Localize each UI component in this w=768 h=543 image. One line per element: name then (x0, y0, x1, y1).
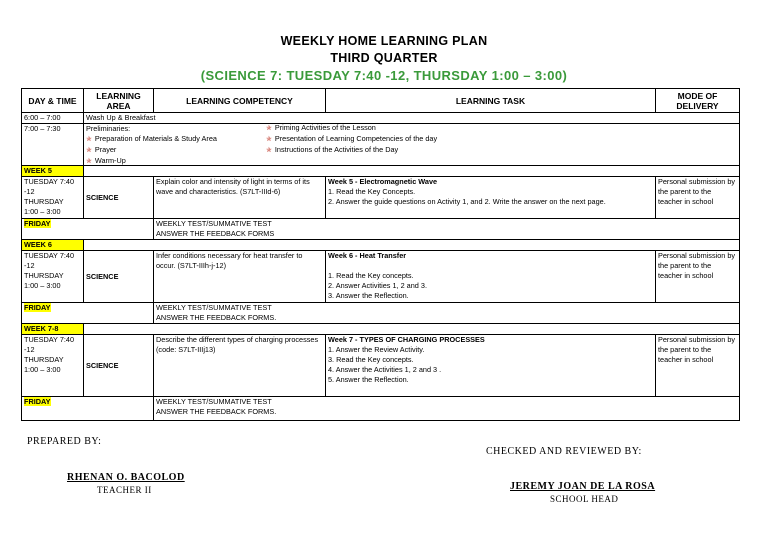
table-row (22, 177, 740, 219)
learning-area-cell: SCIENCE (84, 335, 154, 397)
list-item: ✯ Prayer (86, 145, 117, 154)
delivery-cell: Personal submission by the parent to the teacher in school (656, 335, 740, 397)
competency-cell: Infer conditions necessary for heat transfer to occur. (S7LT-IIIh-j-12) (154, 251, 326, 303)
week-label: WEEK 5 (22, 166, 84, 177)
col-task: LEARNING TASK (326, 89, 656, 113)
day-time-cell: TUESDAY 7:40 -12 THURSDAY 1:00 – 3:00 (22, 335, 84, 397)
table-header-row (22, 89, 740, 113)
list-item: ✯ Instructions of the Activities of the Day (266, 145, 399, 154)
day-time-cell: TUESDAY 7:40 -12 THURSDAY 1:00 – 3:00 (22, 177, 84, 219)
preliminaries-row (22, 124, 740, 166)
learning-area-cell: SCIENCE (84, 177, 154, 219)
prepared-by-name: RHENAN O. BACOLOD (67, 472, 185, 483)
competency-cell: Explain color and intensity of light in terms of its wave and characteristics. (S7LT-IIId-6) (154, 177, 326, 219)
prelim-time: 7:00 – 7:30 (22, 124, 84, 166)
week-label: WEEK 7-8 (22, 324, 84, 335)
col-learning-area: LEARNING AREA (84, 89, 154, 113)
friday-activity: WEEKLY TEST/SUMMATIVE TEST ANSWER THE FEEDBACK FORMS (154, 219, 740, 240)
task-cell: Week 5 - Electromagnetic Wave 1. Read the Key Concepts. 2. Answer the guide questions on Activity 1, and 2. Write the answer on the next page. (326, 177, 656, 219)
list-item: ✯ Warm-Up (86, 156, 126, 165)
week-row (22, 324, 740, 335)
routine-row (22, 113, 740, 124)
subject-schedule: (SCIENCE 7: TUESDAY 7:40 -12, THURSDAY 1:00 – 3:00) (200, 68, 568, 83)
table-row (22, 335, 740, 397)
arrow-bullet-icon: ✯ (86, 147, 92, 154)
day-time-cell: TUESDAY 7:40 -12 THURSDAY 1:00 – 3:00 (22, 251, 84, 303)
arrow-bullet-icon: ✯ (266, 147, 272, 154)
arrow-bullet-icon: ✯ (86, 136, 92, 143)
arrow-bullet-icon: ✯ (86, 158, 92, 165)
friday-row (22, 219, 740, 240)
competency-cell: Describe the different types of charging processes (code: S7LT-IIIj13) (154, 335, 326, 397)
friday-cell: FRIDAY (22, 303, 154, 324)
week-label: WEEK 6 (22, 240, 84, 251)
table-row (22, 251, 740, 303)
friday-row (22, 303, 740, 324)
friday-cell: FRIDAY (22, 219, 154, 240)
routine-activity: Wash Up & Breakfast (84, 113, 740, 124)
col-day-time: DAY & TIME (22, 89, 84, 113)
plan-title: WEEKLY HOME LEARNING PLAN (280, 34, 488, 48)
learning-area-cell: SCIENCE (84, 251, 154, 303)
task-cell: Week 7 - TYPES OF CHARGING PROCESSES 1. Answer the Review Activity. 3. Read the Key concepts. 4. Answer the Activities 1, 2 and 3 . 5. Answer the Reflection. (326, 335, 656, 397)
quarter-title: THIRD QUARTER (330, 51, 438, 65)
list-item: ✯ Presentation of Learning Competencies of the day (266, 134, 438, 143)
delivery-cell: Personal submission by the parent to the teacher in school (656, 177, 740, 219)
routine-time: 6:00 – 7:00 (22, 113, 84, 124)
checked-by-name: JEREMY JOAN DE LA ROSA (510, 481, 656, 492)
friday-activity: WEEKLY TEST/SUMMATIVE TEST ANSWER THE FEEDBACK FORMS. (154, 397, 740, 421)
preliminaries-cell (84, 124, 740, 166)
col-delivery: MODE OF DELIVERY (656, 89, 740, 113)
delivery-cell: Personal submission by the parent to the teacher in school (656, 251, 740, 303)
friday-activity: WEEKLY TEST/SUMMATIVE TEST ANSWER THE FEEDBACK FORMS. (154, 303, 740, 324)
list-item: ✯ Preparation of Materials & Study Area (86, 134, 217, 143)
col-competency: LEARNING COMPETENCY (154, 89, 326, 113)
checked-by-role: SCHOOL HEAD (550, 494, 619, 504)
week-row (22, 240, 740, 251)
list-item: ✯ Priming Activities of the Lesson (266, 123, 376, 132)
checked-by-label: CHECKED AND REVIEWED BY: (486, 446, 642, 457)
week-row (22, 166, 740, 177)
learning-plan-table (21, 88, 740, 421)
task-cell: Week 6 - Heat Transfer 1. Read the Key concepts. 2. Answer Activities 1, 2 and 3. 3. Answer the Reflection. (326, 251, 656, 303)
arrow-bullet-icon: ✯ (266, 125, 272, 132)
arrow-bullet-icon: ✯ (266, 136, 272, 143)
prepared-by-role: TEACHER II (97, 485, 152, 495)
prepared-by-label: PREPARED BY: (27, 436, 102, 447)
prelim-label: Preliminaries: (86, 124, 131, 133)
friday-row (22, 397, 740, 421)
friday-cell: FRIDAY (22, 397, 154, 421)
